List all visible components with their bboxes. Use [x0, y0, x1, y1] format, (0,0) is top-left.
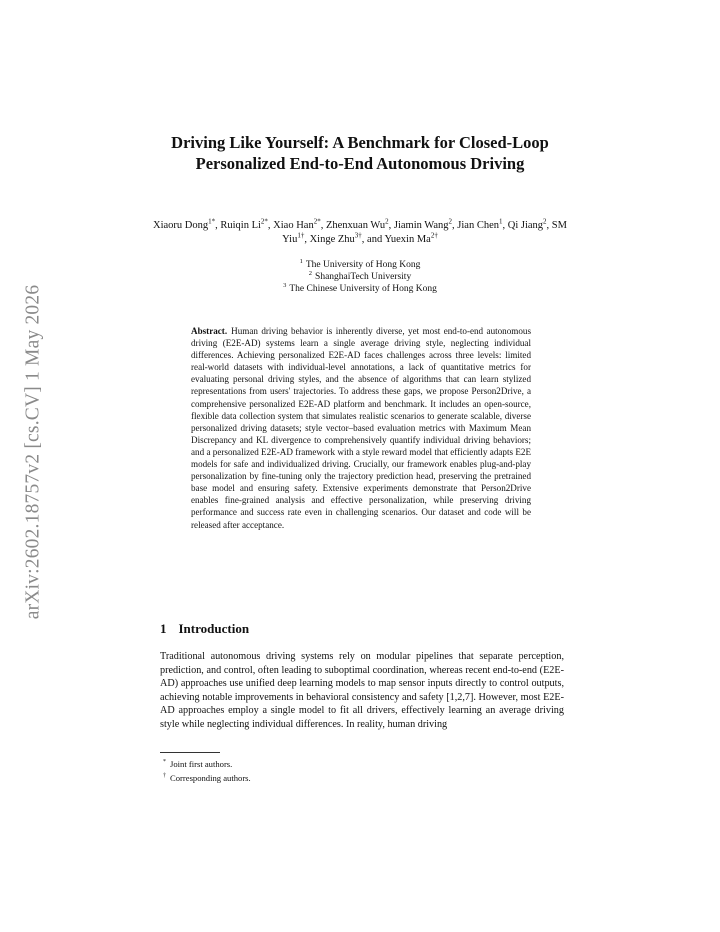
- author: Jian Chen$^1$: [457, 217, 503, 231]
- affiliation: $^3$ The Chinese University of Hong Kong: [283, 281, 437, 294]
- abstract: [191, 325, 531, 531]
- section-title: Introduction: [178, 621, 250, 636]
- paper-title: Driving Like Yourself: A Benchmark for Closed-Loop Personalized End-to-End Autonomous Driving: [171, 133, 549, 173]
- footnote-divider: [160, 752, 220, 753]
- affiliation: $^2$ ShanghaiTech University: [308, 269, 412, 282]
- arxiv-identifier-text: arXiv:2602.18757v2 [cs.CV] 1 May 2026: [22, 284, 43, 620]
- abstract-text: Human driving behavior is inherently diverse, yet most end-to-end autonomous driving (E2E-AD) systems learn a single average driving style, neglecting individual differences. Achieving personalized E2E-AD faces challenges across three levels: limited real-world datasets with individual-level annotations, a lack of quantitative metrics for evaluating personal driving styles, and the absence of algorithms that can learn stylized representations from users' trajectories. To address these gaps, we propose Person2Drive, a comprehensive personalized E2E-AD platform and benchmark. It includes an open-source, flexible data collection system that simulates realistic scenarios to generate scalable, diverse personalized driving datasets; style vector–based evaluation metrics with Maximum Mean Discrepancy and KL divergence to comprehensively quantify individual driving behaviors; and a personalized E2E-AD framework with a style reward model that efficiently adapts E2E models for safe and individualized driving. Crucially, our framework enables plug-and-play personalization by fine-tuning only the trajectory prediction head, preserving the pretrained base model and ensuring safety. Extensive experiments demonstrate that Person2Drive enables fine-grained analysis and effective personalization, while preserving driving performance and success rate even in challenging scenarios. Our dataset and code will be released after acceptance.: [191, 326, 531, 530]
- introduction-paragraph: Traditional autonomous driving systems rely on modular pipelines that separate perception, prediction, and control, often leading to suboptimal coordination, whereas recent end-to-end (E2E-AD) approaches use unified deep learning models to map sensor inputs directly to control outputs, achieving notable improvements in behavioral consistency and safety [1,2,7]. However, most E2E-AD approaches employ a single model to fit all drivers, effectively learning an average driving style while neglecting individual differences. In reality, human driving: [160, 651, 564, 730]
- author: Jiamin Wang$^2$: [393, 217, 453, 231]
- footnote: † Corresponding authors.: [163, 772, 251, 783]
- affiliation-list: [150, 259, 570, 295]
- author-list: Xiaoru Dong$^{1*}$, Ruiqin $Li^{2*}$, Xiao Han$^{2*}$, Zhenxuan Wu$^2$, Jiamin Wang$^2$, Jian Chen$^1$, Qi Jiang$^2$, SM Yiu$^{1\dagger}$, Xinge Zhu$^{3\dagger}$, and Yuexin $Ma^{2\dagger}$: [153, 217, 567, 245]
- author: Ruiqin $Li^{2*}$: [220, 217, 268, 231]
- arxiv-identifier-stamp: [18, 262, 48, 642]
- author: Xiaoru Dong$^{1*}$: [153, 217, 216, 231]
- author: Xinge Zhu$^{3\dagger}$: [309, 231, 362, 245]
- footnotes: [163, 756, 251, 784]
- affiliation: $^1$ The University of Hong Kong: [299, 257, 421, 270]
- author: Xiao Han$^{2*}$: [273, 217, 321, 231]
- author: Yuexin $Ma^{2\dagger}$: [384, 231, 438, 245]
- section-heading: [160, 621, 249, 637]
- author: Zhenxuan Wu$^2$: [325, 217, 389, 231]
- author: SM Yiu$^{1\dagger}$: [282, 220, 567, 245]
- author: Qi Jiang$^2$: [507, 217, 547, 231]
- footnote: * Joint first authors.: [163, 758, 233, 769]
- section-number: 1: [160, 621, 167, 636]
- abstract-label: Abstract.: [191, 326, 228, 336]
